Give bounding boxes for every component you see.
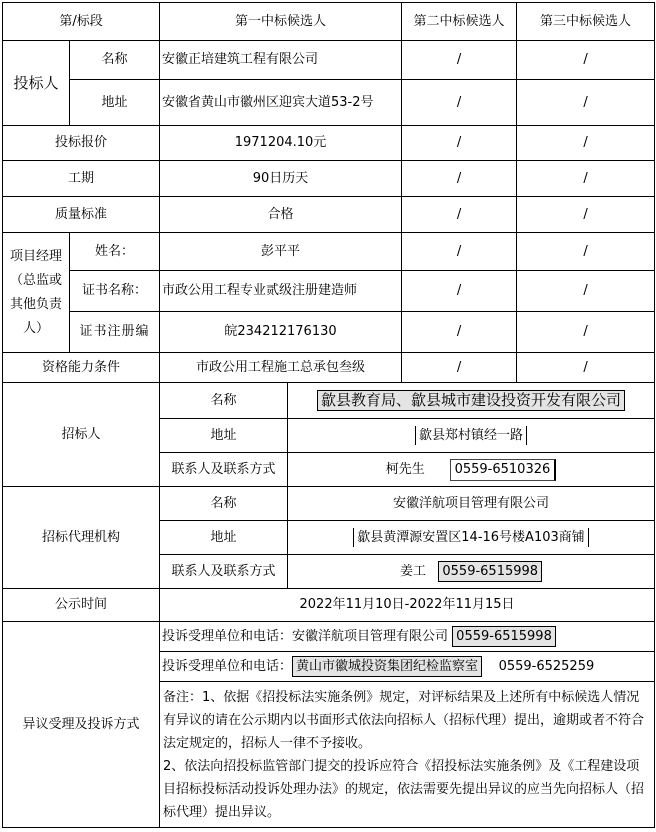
bidder-label: 投标人: [3, 41, 70, 126]
tenderer-contact-cell: [288, 453, 655, 487]
bidder-address-c2: /: [402, 80, 517, 126]
complaint-line2-unit: 黄山市徽城投资集团纪检监察室: [292, 656, 482, 677]
header-first-candidate: 第一中标候选人: [160, 3, 402, 41]
complaint-line2-phone: 0559-6525259: [498, 659, 595, 674]
complaint-note-2: 2、依法向招投标监管部门提交的投诉应符合《招投标法实施条例》及《工程建设项目招标投标活动投诉处理办法》的规定，依法需要先提出异议的应当先向招标人（招标代理）提出异议。: [163, 758, 645, 820]
tenderer-contact-person: 柯先生: [385, 461, 425, 477]
manager-name-c2: /: [402, 233, 517, 271]
manager-cert-label: 证书名称：: [70, 271, 160, 312]
complaint-line2: [160, 652, 655, 682]
bid-result-table: [2, 2, 655, 828]
manager-certno-label: 证书注册编: [70, 312, 160, 353]
manager-cert-c3: /: [517, 271, 655, 312]
complaint-line1: [160, 622, 655, 652]
agency-contact-person: 姜工: [399, 564, 426, 579]
tenderer-contact-label: 联系人及联系方式: [160, 453, 288, 487]
agency-address-cell: [288, 521, 655, 555]
manager-cert-value: 市政公用工程专业贰级注册建造师: [160, 271, 402, 312]
period-label: 工期: [3, 161, 160, 197]
complaint-line2-prefix: 投诉受理单位和电话：: [162, 659, 293, 674]
bid-price-c3: /: [517, 126, 655, 161]
manager-name-value: 彭平平: [160, 233, 402, 271]
tenderer-label: 招标人: [3, 383, 160, 487]
publicity-label: 公示时间: [3, 589, 160, 622]
header-section: 第/标段: [3, 3, 160, 41]
quality-c3: /: [517, 197, 655, 233]
qualification-c3: /: [517, 353, 655, 383]
bid-price-c2: /: [402, 126, 517, 161]
tenderer-contact-phone: 0559-6510326: [450, 459, 557, 481]
bid-price-value: 1971204.10元: [160, 126, 402, 161]
tenderer-name-value: 歙县教育局、歙县城市建设投资开发有限公司: [317, 390, 625, 411]
agency-address-label: 地址: [160, 521, 288, 555]
manager-cert-c2: /: [402, 271, 517, 312]
quality-value: 合格: [160, 197, 402, 233]
tenderer-address-label: 地址: [160, 419, 288, 453]
header-third-candidate: 第三中标候选人: [517, 3, 655, 41]
bidder-name-c2: /: [402, 41, 517, 80]
complaint-note-1: 备注：1、依据《招投标法实施条例》规定，对评标结果及上述所有中标候选人情况有异议的请在公示期内以书面形式依法向招标人（招标代理）提出，逾期或者不符合法定规定的，招标人一律不予接收。: [163, 689, 645, 751]
agency-contact-phone: 0559-6515998: [438, 561, 542, 582]
qualification-c2: /: [402, 353, 517, 383]
bidder-address-c3: /: [517, 80, 655, 126]
header-second-candidate: 第二中标候选人: [402, 3, 517, 41]
tenderer-name-label: 名称: [160, 383, 288, 419]
agency-address-value: 歙县黄潭源安置区14-16号楼A103商铺: [353, 528, 588, 547]
bid-price-label: 投标报价: [3, 126, 160, 161]
bidder-name-c3: /: [517, 41, 655, 80]
publicity-value: 2022年11月10日-2022年11月15日: [160, 589, 655, 622]
manager-certno-value: 皖234212176130: [160, 312, 402, 353]
agency-name-label: 名称: [160, 487, 288, 521]
complaint-label: 异议受理及投诉方式: [3, 622, 160, 828]
period-c3: /: [517, 161, 655, 197]
qualification-label: 资格能力条件: [3, 353, 160, 383]
bidder-address-label: 地址: [70, 80, 160, 126]
bidder-address-value: 安徽省黄山市徽州区迎宾大道53-2号: [160, 80, 402, 126]
agency-contact-cell: [288, 555, 655, 589]
period-c2: /: [402, 161, 517, 197]
tenderer-name-cell: [288, 383, 655, 419]
agency-contact-label: 联系人及联系方式: [160, 555, 288, 589]
manager-certno-c2: /: [402, 312, 517, 353]
tenderer-address-cell: [288, 419, 655, 453]
complaint-line1-prefix: 投诉受理单位和电话：安徽洋航项目管理有限公司: [162, 629, 449, 644]
tenderer-address-value: 歙县郑村镇经一路: [415, 426, 527, 445]
complaint-line1-phone: 0559-6515998: [452, 626, 556, 647]
qualification-value: 市政公用工程施工总承包叁级: [160, 353, 402, 383]
quality-label: 质量标准: [3, 197, 160, 233]
manager-certno-c3: /: [517, 312, 655, 353]
quality-c2: /: [402, 197, 517, 233]
period-value: 90日历天: [160, 161, 402, 197]
complaint-notes: [160, 682, 655, 828]
manager-name-c3: /: [517, 233, 655, 271]
manager-name-label: 姓名：: [70, 233, 160, 271]
bidder-name-value: 安徽正培建筑工程有限公司: [160, 41, 402, 80]
bidder-name-label: 名称: [70, 41, 160, 80]
agency-name-value: 安徽洋航项目管理有限公司: [288, 487, 655, 521]
agency-label: 招标代理机构: [3, 487, 160, 589]
manager-label: 项目经理（总监或其他负责人）: [3, 233, 70, 353]
